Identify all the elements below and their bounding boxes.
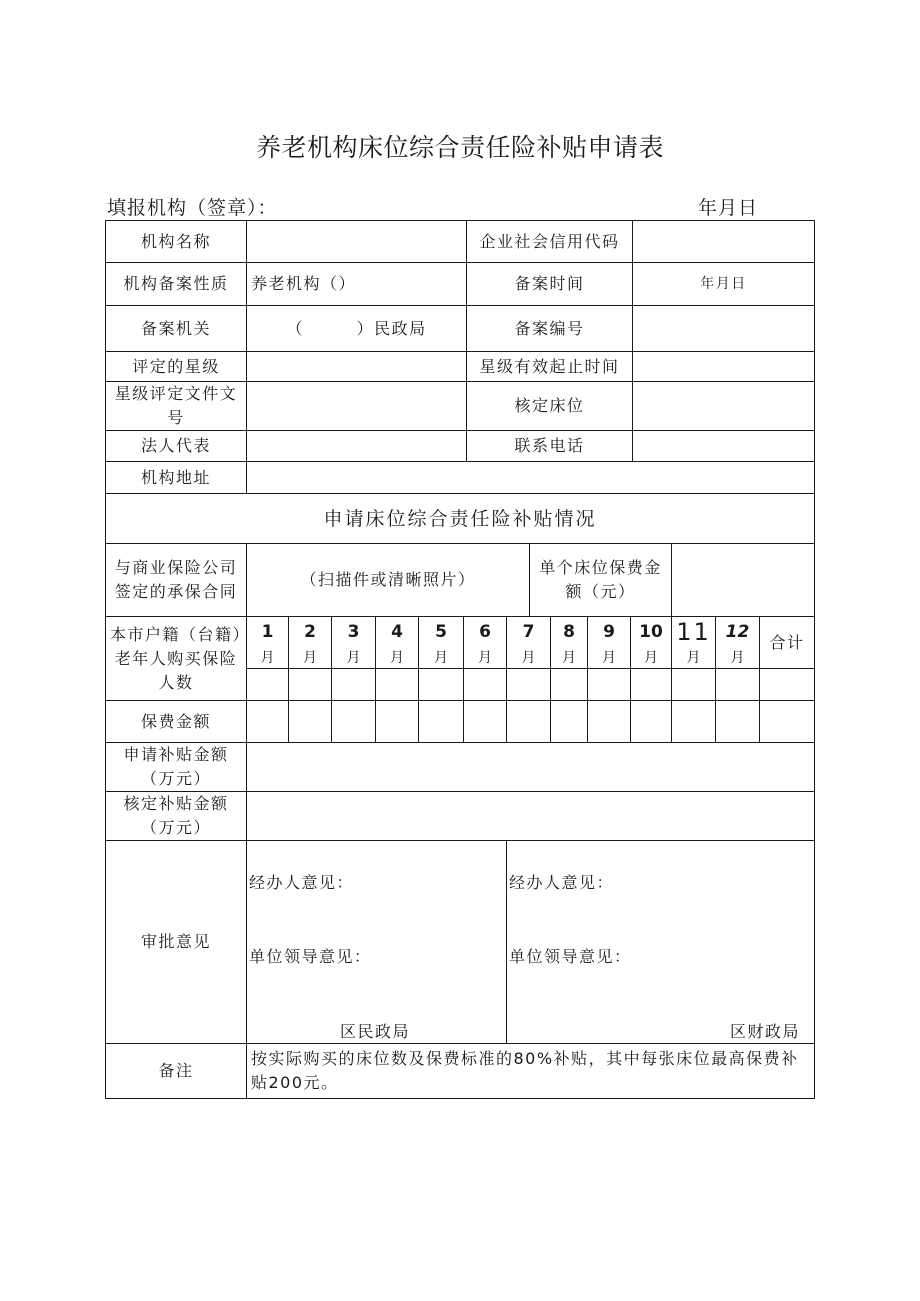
elderly-count-cell[interactable] [506, 668, 551, 701]
elderly-count-cell[interactable] [550, 668, 588, 701]
total-header: 合计 [759, 616, 815, 669]
month-header-11 [671, 616, 716, 669]
month-header-1 [246, 616, 289, 669]
month-number: 6 [479, 622, 491, 642]
premium-amount-cell[interactable] [550, 700, 588, 743]
premium-amount-cell[interactable] [331, 700, 376, 743]
org-name-label: 机构名称 [105, 220, 247, 263]
approved-subsidy-field[interactable] [246, 791, 815, 841]
month-number: 9 [603, 622, 615, 642]
elderly-count-cell[interactable] [246, 668, 289, 701]
star-field[interactable] [246, 351, 467, 382]
phone-field[interactable] [632, 430, 815, 462]
form-title: 养老机构床位综合责任险补贴申请表 [255, 133, 664, 162]
elderly-count-cell[interactable] [418, 668, 464, 701]
filling-date-label: 年月日 [698, 197, 759, 219]
month-unit: 月 [686, 650, 701, 666]
filling-organization-label: 填报机构（签章）： [107, 197, 278, 219]
approval-label: 审批意见 [105, 840, 247, 1044]
month-header-6 [463, 616, 507, 669]
month-number: 11 [676, 618, 711, 646]
month-unit: 月 [644, 650, 658, 666]
elderly-count-total[interactable] [759, 668, 815, 701]
elderly-count-cell[interactable] [375, 668, 419, 701]
approved-subsidy-label: 核定补贴金额（万元） [105, 791, 247, 841]
month-number: 3 [347, 622, 360, 642]
record-time-label: 备案时间 [466, 262, 633, 306]
elderly-count-label: 本市户籍（台籍）老年人购买保险人数 [105, 616, 247, 701]
remark-text: 按实际购买的床位数及保费标准的80%补贴，其中每张床位最高保费补贴200元。 [246, 1043, 815, 1099]
premium-amount-cell[interactable] [375, 700, 419, 743]
section-heading: 申请床位综合责任险补贴情况 [105, 493, 815, 544]
month-number: 7 [522, 622, 535, 642]
month-unit: 月 [478, 650, 492, 666]
premium-amount-cell[interactable] [630, 700, 672, 743]
legal-rep-label: 法人代表 [105, 430, 247, 462]
month-header-2 [288, 616, 332, 669]
star-period-field[interactable] [632, 351, 815, 382]
month-unit: 月 [434, 650, 448, 666]
record-no-label: 备案编号 [466, 305, 633, 352]
nature-label: 机构备案性质 [105, 262, 247, 306]
premium-amount-cell[interactable] [246, 700, 289, 743]
address-label: 机构地址 [105, 461, 247, 494]
month-header-12 [715, 616, 760, 669]
month-header-4 [375, 616, 419, 669]
month-number: 5 [435, 622, 447, 642]
premium-per-bed-label: 单个床位保费金额（元） [529, 543, 672, 617]
contract-label: 与商业保险公司签定的承保合同 [105, 543, 247, 617]
elderly-count-cell[interactable] [331, 668, 376, 701]
record-time-field[interactable]: 年月日 [632, 262, 815, 306]
elderly-count-cell[interactable] [715, 668, 760, 701]
premium-amount-cell[interactable] [715, 700, 760, 743]
month-unit: 月 [390, 650, 404, 666]
month-unit: 月 [730, 650, 745, 666]
org-name-field[interactable] [246, 220, 467, 263]
nature-field[interactable]: 养老机构（） [246, 262, 467, 306]
phone-label: 联系电话 [466, 430, 633, 462]
month-header-5 [418, 616, 464, 669]
apply-subsidy-label: 申请补贴金额（万元） [105, 742, 247, 792]
finance-leader-opinion: 单位领导意见： [509, 947, 632, 966]
month-number: 1 [261, 622, 274, 642]
elderly-count-cell[interactable] [288, 668, 332, 701]
month-header-10 [630, 616, 672, 669]
remark-label: 备注 [105, 1043, 247, 1099]
civil-handler-opinion: 经办人意见： [249, 873, 355, 892]
month-number: 12 [725, 622, 750, 642]
star-doc-field[interactable] [246, 381, 467, 431]
month-number: 8 [563, 622, 575, 642]
premium-amount-cell[interactable] [418, 700, 464, 743]
elderly-count-cell[interactable] [671, 668, 716, 701]
authority-label: 备案机关 [105, 305, 247, 352]
month-unit: 月 [521, 650, 536, 666]
elderly-count-cell[interactable] [630, 668, 672, 701]
finance-bureau: 区财政局 [730, 1022, 801, 1041]
month-number: 10 [639, 622, 663, 642]
month-unit: 月 [303, 650, 317, 666]
record-no-field[interactable] [632, 305, 815, 352]
civil-leader-opinion: 单位领导意见： [249, 947, 372, 966]
star-doc-label: 星级评定文件文号 [105, 381, 247, 431]
legal-rep-field[interactable] [246, 430, 467, 462]
credit-code-label: 企业社会信用代码 [466, 220, 633, 263]
month-unit: 月 [346, 650, 361, 666]
premium-amount-cell[interactable] [288, 700, 332, 743]
month-unit: 月 [562, 650, 576, 666]
month-number: 2 [304, 622, 316, 642]
month-unit: 月 [602, 650, 616, 666]
premium-amount-cell[interactable] [463, 700, 507, 743]
contract-field[interactable]: （扫描件或清晰照片） [246, 543, 530, 617]
beds-field[interactable] [632, 381, 815, 431]
premium-amount-cell[interactable] [506, 700, 551, 743]
premium-per-bed-field[interactable] [671, 543, 815, 617]
apply-subsidy-field[interactable] [246, 742, 815, 792]
finance-handler-opinion: 经办人意见： [509, 873, 615, 892]
star-label: 评定的星级 [105, 351, 247, 382]
authority-field[interactable]: （ ）民政局 [246, 305, 467, 352]
premium-amount-cell[interactable] [587, 700, 631, 743]
beds-label: 核定床位 [466, 381, 633, 431]
month-header-3 [331, 616, 376, 669]
premium-amount-cell[interactable] [671, 700, 716, 743]
elderly-count-cell[interactable] [463, 668, 507, 701]
month-header-7 [506, 616, 551, 669]
month-header-9 [587, 616, 631, 669]
premium-amount-label: 保费金额 [105, 700, 247, 743]
address-field[interactable] [246, 461, 815, 494]
civil-affairs-bureau: 区民政局 [340, 1022, 411, 1041]
credit-code-field[interactable] [632, 220, 815, 263]
star-period-label: 星级有效起止时间 [466, 351, 633, 382]
elderly-count-cell[interactable] [587, 668, 631, 701]
month-header-8 [550, 616, 588, 669]
month-number: 4 [391, 622, 403, 642]
month-unit: 月 [260, 650, 275, 666]
premium-amount-total[interactable] [759, 700, 815, 743]
